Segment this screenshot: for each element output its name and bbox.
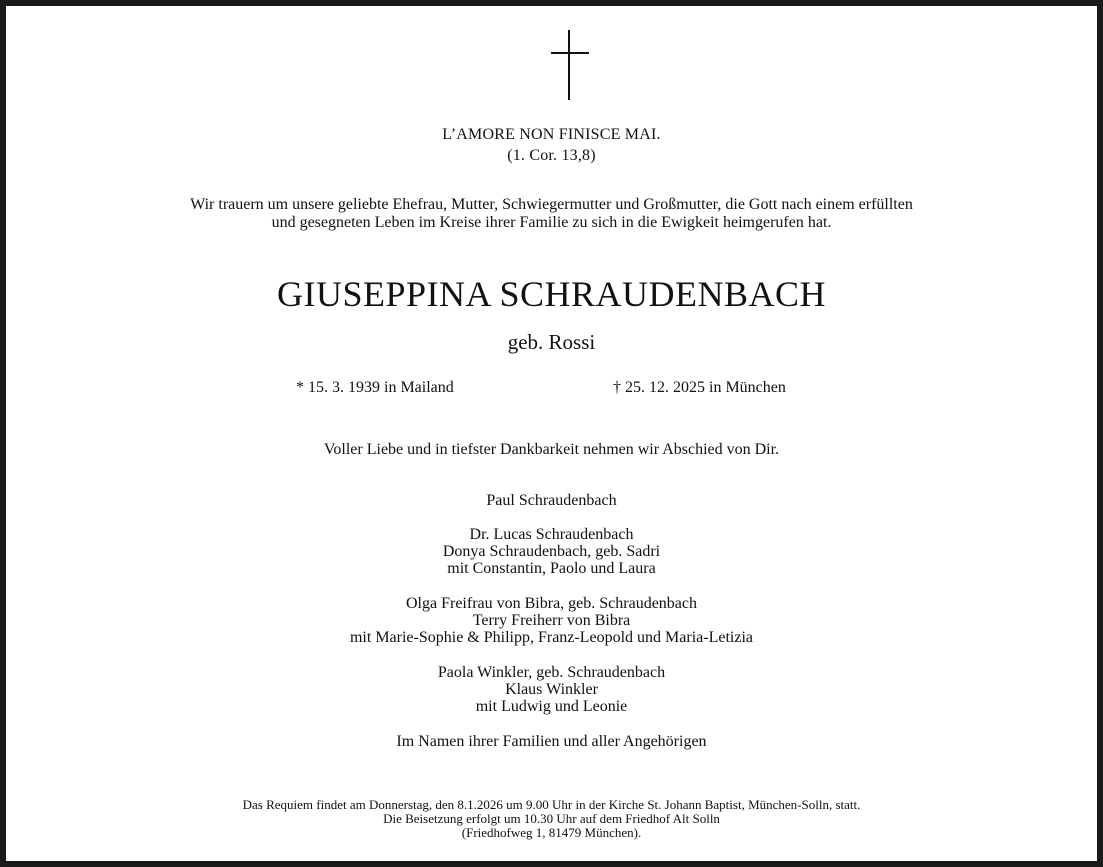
- bible-motto: [6, 124, 1097, 166]
- closing-text: Im Namen ihrer Familien und aller Angehörigen: [396, 733, 707, 750]
- service-address: (Friedhofweg 1, 81479 München).: [461, 825, 642, 840]
- maiden-name: geb. Rossi: [507, 330, 596, 354]
- cross-vertical-bar: [568, 30, 570, 100]
- birth-date: * 15. 3. 1939 in Mailand: [296, 379, 454, 396]
- mourner-family-1: [6, 526, 1097, 577]
- mourner-line: Dr. Lucas Schraudenbach: [469, 526, 634, 543]
- mourner-line: Klaus Winkler: [505, 681, 598, 698]
- deceased-name: GIUSEPPINA SCHRAUDENBACH: [276, 274, 827, 314]
- motto-text: L’AMORE NON FINISCE MAI.: [442, 126, 661, 143]
- mourner-line: Olga Freifrau von Bibra, geb. Schraudenbach: [405, 595, 697, 612]
- cross-icon: [551, 30, 589, 100]
- mourner-line: mit Ludwig und Leonie: [475, 698, 628, 715]
- farewell-text: Voller Liebe und in tiefster Dankbarkeit nehmen wir Abschied von Dir.: [323, 441, 780, 458]
- intro-paragraph: [6, 196, 1097, 232]
- service-burial: Die Beisetzung erfolgt um 10.30 Uhr auf dem Friedhof Alt Solln: [383, 811, 720, 826]
- mourner-line: Terry Freiherr von Bibra: [472, 612, 631, 629]
- death-date: † 25. 12. 2025 in München: [613, 379, 786, 396]
- mourner-line: mit Constantin, Paolo und Laura: [447, 560, 656, 577]
- mourner-husband: Paul Schraudenbach: [486, 492, 617, 509]
- intro-line-2: und gesegneten Leben im Kreise ihrer Familie zu sich in die Ewigkeit heimgerufen hat.: [271, 214, 832, 231]
- service-details: [6, 798, 1097, 840]
- mourner-line: Donya Schraudenbach, geb. Sadri: [442, 543, 661, 560]
- mourner-family-2: [6, 595, 1097, 646]
- mourner-line: Paola Winkler, geb. Schraudenbach: [437, 664, 666, 681]
- cross-horizontal-bar: [551, 52, 589, 54]
- mourner-line: mit Marie-Sophie & Philipp, Franz-Leopold und Maria-Letizia: [349, 629, 753, 646]
- intro-line-1: Wir trauern um unsere geliebte Ehefrau, Mutter, Schwiegermutter und Großmutter, die Gott nach einem erfüllten: [190, 196, 913, 213]
- motto-reference: (1. Cor. 13,8): [507, 147, 596, 164]
- mourner-family-3: [6, 664, 1097, 715]
- service-requiem: Das Requiem findet am Donnerstag, den 8.1.2026 um 9.00 Uhr in der Kirche St. Johann Baptist, München-Solln, statt.: [242, 797, 861, 812]
